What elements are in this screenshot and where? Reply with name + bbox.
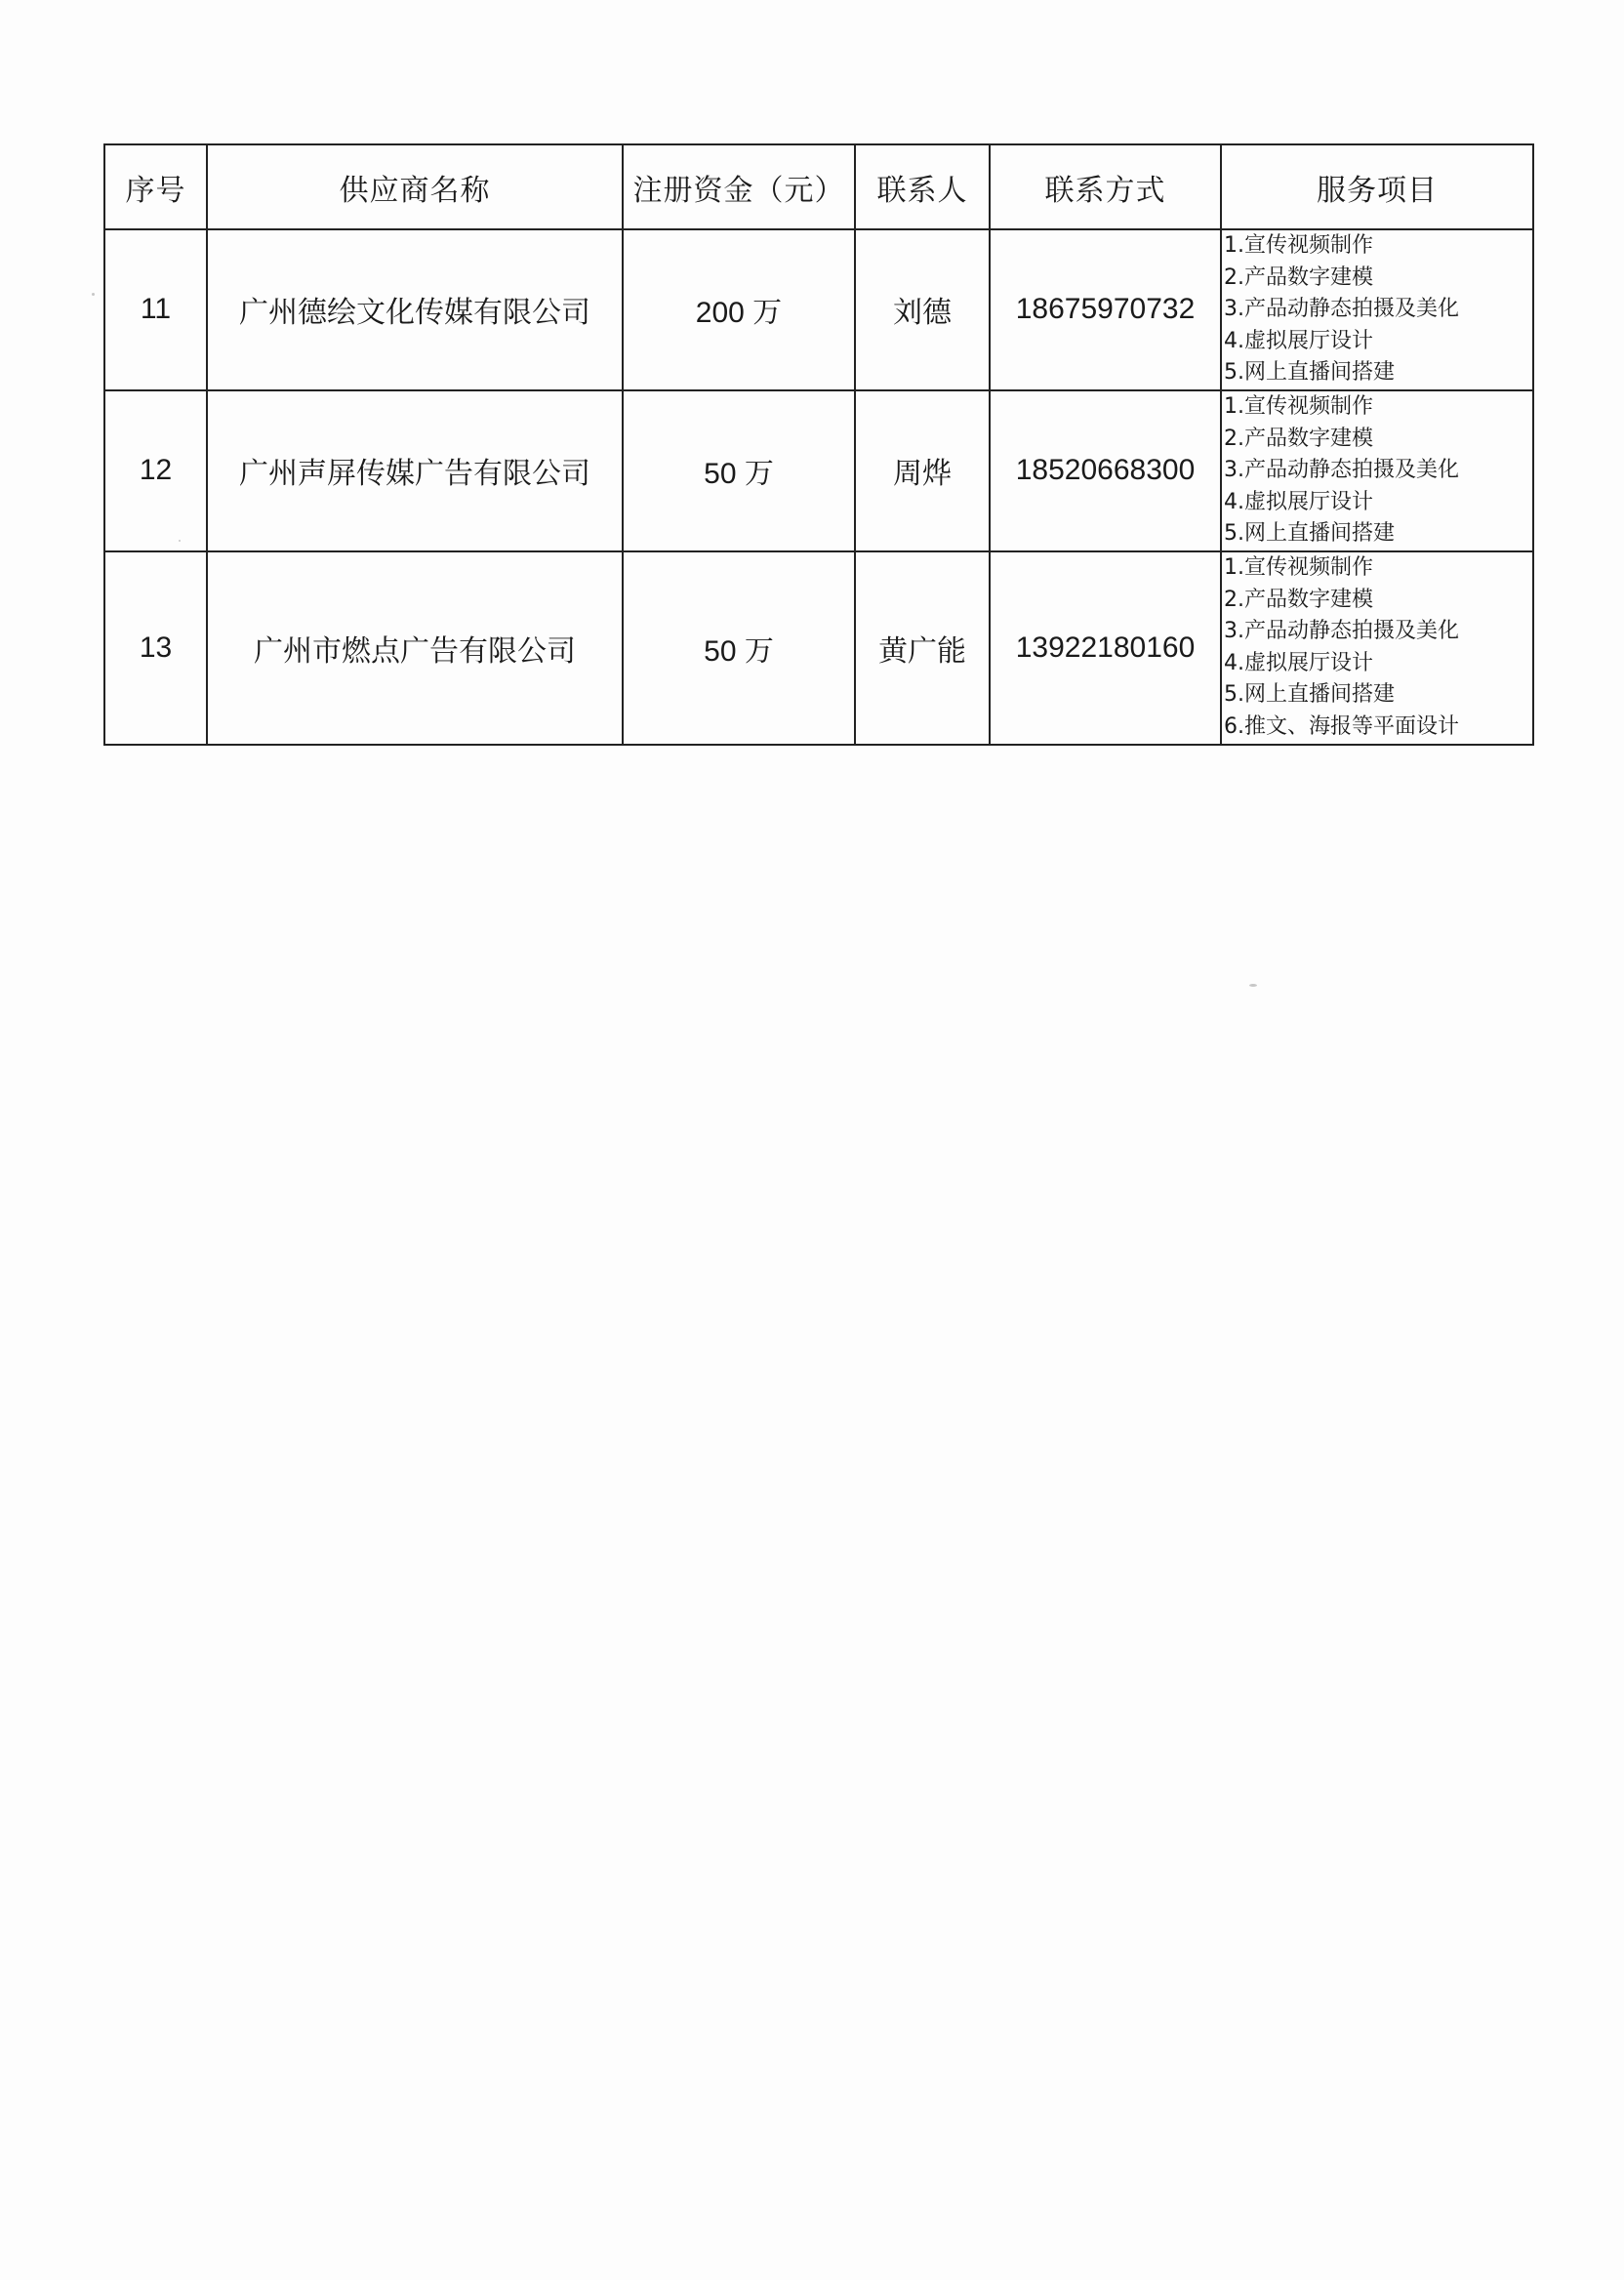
service-item: 6.推文、海报等平面设计 (1224, 713, 1459, 739)
supplier-table (103, 143, 1534, 746)
scan-speck (92, 293, 95, 296)
service-item: 5.网上直播间搭建 (1224, 360, 1395, 386)
service-list (1221, 390, 1533, 551)
service-list (1221, 229, 1533, 390)
supplier-name: 广州声屏传媒广告有限公司 (207, 390, 623, 551)
service-item: 1.宣传视频制作 (1224, 393, 1373, 419)
table-header-row (104, 144, 1533, 229)
supplier-name: 广州市燃点广告有限公司 (207, 551, 623, 745)
service-item: 3.产品动静态拍摄及美化 (1224, 297, 1459, 322)
contact-phone: 13922180160 (990, 551, 1221, 745)
service-item: 5.网上直播间搭建 (1224, 521, 1395, 547)
table-row (104, 390, 1533, 551)
service-item: 1.宣传视频制作 (1224, 233, 1373, 258)
contact-person: 周烨 (855, 390, 990, 551)
header-services: 服务项目 (1221, 144, 1533, 229)
service-item: 3.产品动静态拍摄及美化 (1224, 619, 1459, 644)
service-item: 2.产品数字建模 (1224, 265, 1373, 290)
contact-person: 刘德 (855, 229, 990, 390)
registered-capital: 50 万 (623, 390, 855, 551)
service-item: 3.产品动静态拍摄及美化 (1224, 458, 1459, 483)
service-item: 1.宣传视频制作 (1224, 554, 1373, 580)
row-index: 13 (104, 551, 207, 745)
header-supplier: 供应商名称 (207, 144, 623, 229)
scan-speck (1249, 984, 1257, 987)
service-item: 5.网上直播间搭建 (1224, 682, 1395, 708)
row-index: 11 (104, 229, 207, 390)
supplier-name: 广州德绘文化传媒有限公司 (207, 229, 623, 390)
service-list (1221, 551, 1533, 745)
service-item: 4.虚拟展厅设计 (1224, 650, 1373, 675)
contact-phone: 18675970732 (990, 229, 1221, 390)
service-item: 2.产品数字建模 (1224, 587, 1373, 612)
table-row (104, 551, 1533, 745)
service-item: 4.虚拟展厅设计 (1224, 489, 1373, 514)
header-contact: 联系人 (855, 144, 990, 229)
table-row (104, 229, 1533, 390)
contact-phone: 18520668300 (990, 390, 1221, 551)
registered-capital: 50 万 (623, 551, 855, 745)
registered-capital: 200 万 (623, 229, 855, 390)
service-item: 2.产品数字建模 (1224, 426, 1373, 451)
header-capital: 注册资金（元） (623, 144, 855, 229)
contact-person: 黄广能 (855, 551, 990, 745)
row-index: 12 (104, 390, 207, 551)
header-index: 序号 (104, 144, 207, 229)
service-item: 4.虚拟展厅设计 (1224, 328, 1373, 353)
header-phone: 联系方式 (990, 144, 1221, 229)
scan-speck (179, 540, 181, 542)
